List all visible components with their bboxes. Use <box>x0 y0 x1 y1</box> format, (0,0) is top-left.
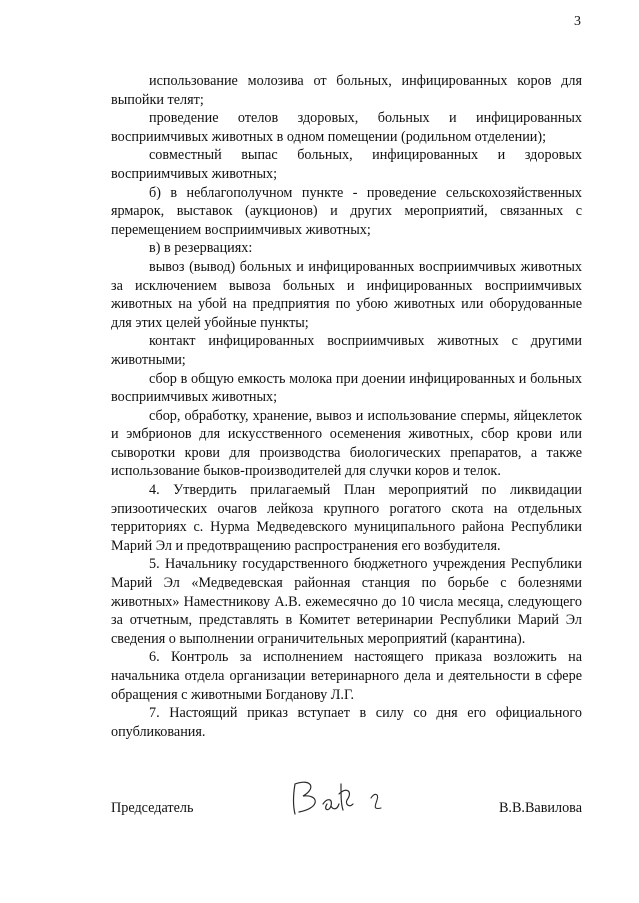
document-body <box>111 72 582 741</box>
paragraph: в) в резервациях: <box>149 240 253 257</box>
paragraph: 4. Утвердить прилагаемый План мероприятий по ликвидации эпизоотических очагов лейкоза крупного рогатого скота на отдельных территориях с. Нурма Медведевского муниципального района Республики Марий Эл и предотвращению распространения его возбудителя. <box>111 482 582 554</box>
paragraph: 5. Начальнику государственного бюджетного учреждения Республики Марий Эл «Медведевская районная станция по борьбе с болезнями животных» Наместникову А.В. ежемесячно до 10 числа месяца, следующего за отчетным, представлять в Комитет ветеринарии Республики Марий Эл сведения о выполнении ограничительных мероприятий (карантина). <box>111 556 582 647</box>
paragraph: 7. Настоящий приказ вступает в силу со дня его официального опубликования. <box>111 705 582 740</box>
paragraph: контакт инфицированных восприимчивых животных с другими животными; <box>111 333 582 368</box>
paragraph: сбор, обработку, хранение, вывоз и использование спермы, яйцеклеток и эмбрионов для искусственного осеменения животных, сбор крови или сыворотки крови для производства биологических препаратов, а также использование быков-производителей для случки коров и телок. <box>111 407 582 480</box>
signatory-name: В.В.Вавилова <box>498 800 582 816</box>
paragraph: б) в неблагополучном пункте - проведение сельскохозяйственных ярмарок, выставок (аукционов) и других мероприятий, связанных с перемещением восприимчивых животных; <box>111 184 582 238</box>
signatory-role: Председатель <box>111 800 194 816</box>
paragraph: вывоз (вывод) больных и инфицированных восприимчивых животных за исключением вывоза больных и инфицированных восприимчивых животных на убой на предприятия по убою животных или оборудованные для этих целей убойные пункты; <box>111 258 582 331</box>
paragraph: использование молозива от больных, инфицированных коров для выпойки телят; <box>111 73 582 108</box>
handwritten-signature <box>281 764 401 824</box>
paragraph: 6. Контроль за исполнением настоящего приказа возложить на начальника отдела организации ветеринарного дела и деятельности в сфере обращения с животными Богданову Л.Г. <box>111 649 582 703</box>
paragraph: совместный выпас больных, инфицированных и здоровых восприимчивых животных; <box>111 147 582 182</box>
page-number: 3 <box>574 14 581 29</box>
signature-block <box>111 798 582 822</box>
paragraph: проведение отелов здоровых, больных и инфицированных восприимчивых животных в одном помещении (родильном отделении); <box>111 110 582 145</box>
paragraph: сбор в общую емкость молока при доении инфицированных и больных восприимчивых животных; <box>111 370 582 406</box>
